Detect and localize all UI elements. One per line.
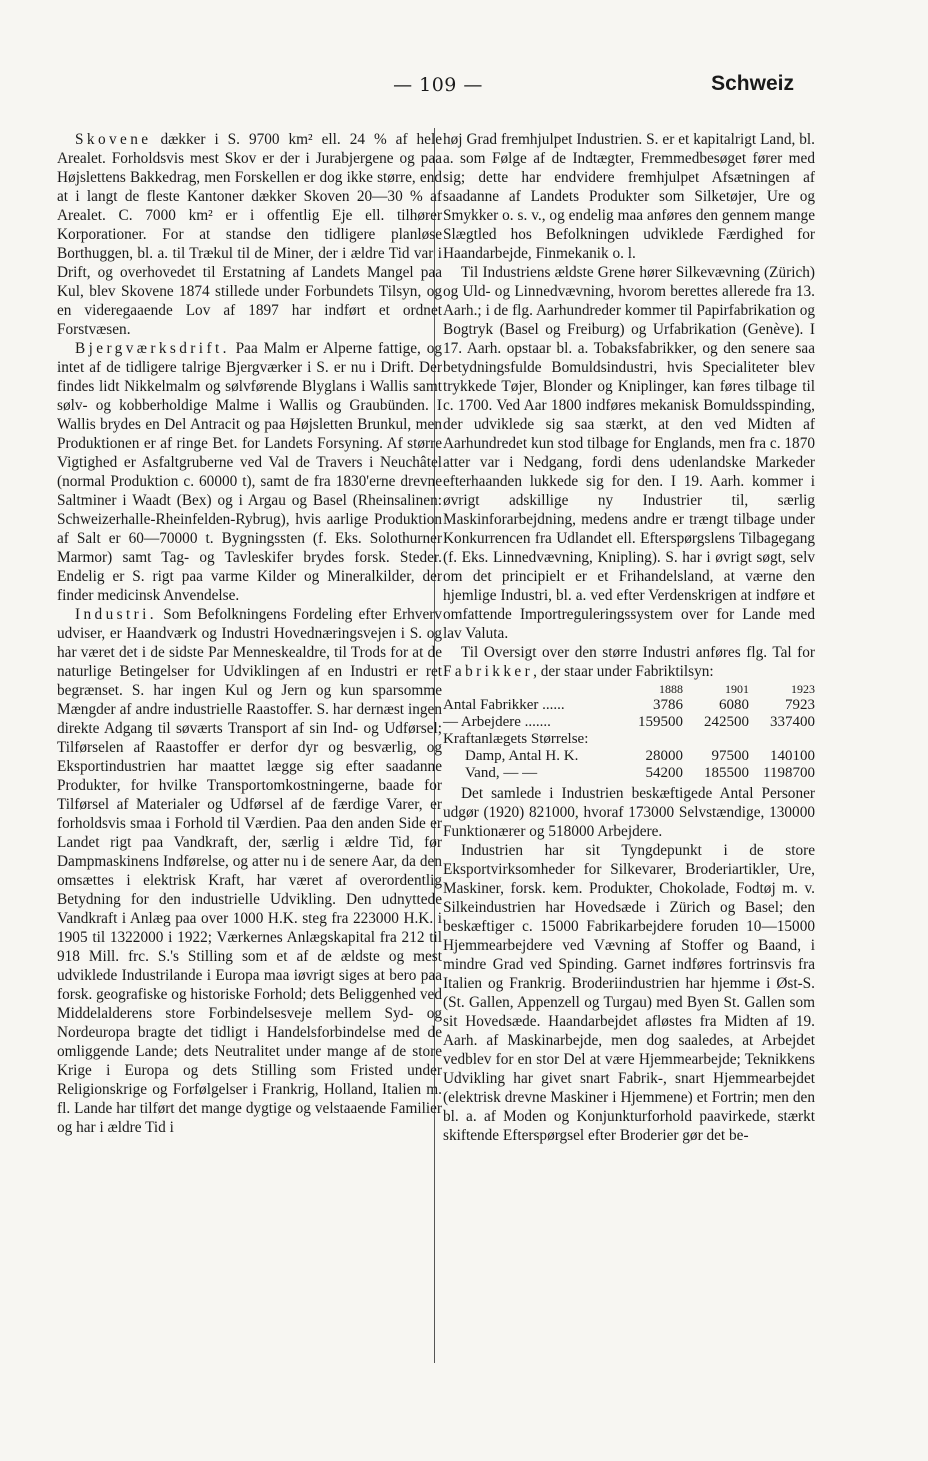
table-row xyxy=(443,748,815,765)
table-cell: 3786 xyxy=(653,697,683,713)
factory-stats-table xyxy=(443,682,815,782)
year-header: 1888 xyxy=(659,682,683,696)
table-cell: 242500 xyxy=(704,714,749,730)
paragraph-history: Til Industriens ældste Grene hører Silkevævning (Zürich) og Uld- og Linnedvævning, hvorom berettes allerede fra 13. Aarh.; i de flg. Aarhundreder kommer til Papirfabrikation og Bogtryk (Basel og Freiburg) og Urfabrikation (Genève). I 17. Aarh. opstaar bl. a. Tobaksfabrikker, og den senere saa betydningsfulde Bomuldsindustri, hvis Specialiteter blev trykkede Tøjer, Blonder og Kniplinger, kan føres tilbage til c. 1700. Ved Aar 1800 indføres mekanisk Bomuldsspinding, der udviklede sig saa stærkt, at den ved Midten af Aarhundredet kun stod tilbage for Englands, men fra c. 1870 atter var i Nedgang, fordi dens udenlandske Markeder efterhaanden lukkede sig for den. I 19. Aarh. kommer i øvrigt adskillige ny Industrier til, særlig Maskinforarbejdning, medens andre er trængt tilbage under Konkurrencen fra Udlandet ell. Efterspørgslens Tilbagegang (f. Eks. Linnedvævning, Knipling). S. har i øvrigt søgt, selv om det principielt er et Frihandelsland, at værne den hjemlige Industri, bl. a. ved efter Verdenskrigen at indføre et omfattende Importreguleringssystem over for Lande med lav Valuta. xyxy=(443,264,815,642)
paragraph-body: Som Befolkningens Fordeling efter Erhverv udviser, er Haandværk og Industri Hovednæringsvejen i S. og har været det i de sidste Par Menneskealdre, til Trods for at de naturlige Betingelser for Udviklingen af en Industri er ret begrænset. S. har ingen Kul og Jern og kun sparsomme Mængder af andre industrielle Raastoffer. S. har dernæst ingen direkte Adgang til søværts Transport af sin Ind- og Udførsel; Tilførselen af Raastoffer er derfor dyr og besværlig, og Eksportindustrien har maattet lægge sig efter saadanne Produkter, for hvilke Transportomkostningerne, baade for Tilførsel af Materialer og Udførsel af de færdige Varer, er forholdsvis smaa i Forhold til Værdien. Paa den anden Side er Landet rigt paa Vandkraft, der, særlig i ældre Tid, før Dampmaskinens Indførelse, og atter nu i de senere Aar, da den omsættes i elektrisk Kraft, har været af overordentlig Betydning for den industrielle Udvikling. Den udnyttede Vandkraft i Anlæg paa over 1000 H.K. steg fra 223000 H.K. i 1905 til 1322000 i 1922; Værkernes Anlægskapital fra 212 til 918 Mill. frc. S.'s Stilling som et af de ældste og mest udviklede Industrilande i Europa maa iøvrigt siges at bero paa forsk. geografiske og historiske Forhold; dets Beliggenhed ved Middelalderens store Forbindelsesveje mellem Syd- og Nordeuropa bragte det tidligt i Handelsforbindelse med de omliggende Lande; dets Neutralitet under mange af de store Krige i Europa og dets Stilling som Fristed under Religionskrige og Forfølgelser i Frankrig, Holland, Italien m. fl. Lande har tilført det mange dygtige og velstaaende Familier og har i ældre Tid i xyxy=(57,606,442,1136)
paragraph-overview xyxy=(443,643,815,681)
paragraph-mining xyxy=(57,339,442,605)
table-cell: 1198700 xyxy=(763,765,815,781)
table-row xyxy=(443,697,815,714)
table-cell: 97500 xyxy=(711,748,749,764)
table-corner xyxy=(443,682,617,697)
left-column xyxy=(57,130,442,1137)
paragraph-body: dækker i S. 9700 km² ell. 24 % af hele Arealet. Forholdsvis mest Skov er der i Jurabjergene og paa Højslettens Bakkedrag, men Forskellen er dog ikke større, end at i langt de fleste Kantoner dækker Skoven 20—30 % af Arealet. C. 7000 km² er i offentlig Eje ell. tilhører Korporationer. For at standse den tidligere planløse Borthuggen, bl. a. til Trækul til de Miner, der i ældre Tid var i Drift, og overhovedet til Erstatning af Landets Mangel paa Kul, blev Skovene 1874 stillede under Forbundets Tilsyn, og en videregaaende Lov af 1897 har indført et ordnet Forstvæsen. xyxy=(57,131,442,338)
table-cell: 140100 xyxy=(770,748,815,764)
paragraph-body: Til Oversigt over den større Industri anføres flg. Tal for xyxy=(461,644,815,661)
paragraph-body: Paa Malm er Alperne fattige, og intet af de tidligere talrige Bjergværker i S. er nu i Drift. Der findes lidt Nikkelmalm og sølvførende Blyglans i Wallis samt sølv- og kobberholdige Malme i Wallis og Graubünden. I Wallis brydes en Del Antracit og paa Højsletten Brunkul, men Produktionen er af ringe Bet. for Landets Forsyning. Af større Vigtighed er Asfaltgruberne ved Val de Travers i Neuchâtel (normal Produktion c. 60000 t), samt de fra 1830'erne drevne Saltminer i Waadt (Bex) og i Argau og Basel (Rheinsalinen: Schweizerhalle-Rheinfelden-Rybrug), hvis aarlige Produktion af Salt er 60—70000 t. Bygningssten (f. Eks. Solothurner Marmor) samt Tag- og Tavleskifer brydes forsk. Steder. Endelig er S. rigt paa varme Kilder og Mineralkilder, der finder medicinsk Anvendelse. xyxy=(57,340,442,604)
year-header: 1923 xyxy=(791,682,815,696)
row-label: — Arbejdere ....... xyxy=(443,714,551,730)
paragraph-employment: Det samlede i Industrien beskæftigede Antal Personer udgør (1920) 821000, hvoraf 173000 Selvstændige, 130000 Funktionærer og 518000 Arbejdere. xyxy=(443,785,815,840)
table-cell: 6080 xyxy=(719,697,749,713)
table-cell: 28000 xyxy=(645,748,683,764)
table-header-row xyxy=(443,682,815,697)
table-row xyxy=(443,714,815,731)
running-title: Schweiz xyxy=(711,72,794,95)
row-label: Vand, — — xyxy=(465,765,538,781)
right-column xyxy=(443,130,815,1145)
table-cell: 54200 xyxy=(645,765,683,781)
section-lead-industry: Industri. xyxy=(75,606,158,623)
paragraph-continued: høj Grad fremhjulpet Industrien. S. er et kapitalrigt Land, bl. a. som Følge af de Indtægter, Fremmedbesøget fører med sig; dette har endvidere fremhjulpet Afsætningen af saadanne af Landets Produkter som Silketøjer, Ure og Smykker o. s. v., og endelig maa anføres den gennem mange Slægtled hos Befolkningen udviklede Færdighed for Haandarbejde, Finmekanik o. l. xyxy=(443,131,815,262)
spaced-word: Fabrikker xyxy=(443,663,534,680)
section-lead-mining: Bjergværksdrift. xyxy=(75,340,230,357)
table-cell: 159500 xyxy=(638,714,683,730)
section-lead-forests: Skovene xyxy=(75,131,152,148)
table-cell: 185500 xyxy=(704,765,749,781)
paragraph-industry xyxy=(57,605,442,1137)
table-row xyxy=(443,765,815,782)
table-subheading: Kraftanlægets Størrelse: xyxy=(443,731,589,747)
row-label: Damp, Antal H. K. xyxy=(465,748,579,764)
paragraph-export: Industrien har sit Tyngdepunkt i de store Eksportvirksomheder for Silkevarer, Broderiartikler, Ure, Maskiner, forsk. kem. Produkter, Chokolade, Fodtøj m. v. Silkeindustrien har Hovedsæde i Zürich og Basel; den beskæftiger c. 15000 Fabrikarbejdere foruden 10—15000 Hjemmearbejdere ved Vævning af Stoffer og Baand, i mindre Grad ved Spinding. Garnet indføres fortrinsvis fra Italien og Frankrig. Broderiindustrien har hjemme i Øst-S. (St. Gallen, Appenzell og Turgau) med Byen St. Gallen som sit Hovedsæde. Haandarbejdet afløstes fra Midten af 19. Aarh. af Maskinarbejde, men dog saaledes, at Arbejdet vedblev for en stor Del at være Hjemmearbejde; Teknikkens Udvikling har givet snart Fabrik-, snart Hjemmearbejdet (elektrisk drevne Maskiner i Hjemmene) et Fortrin; men den bl. a. af Moden og Konjunkturforhold paavirkede, stærkt skiftende Efterspørgsel efter Broderier gør det be- xyxy=(443,842,815,1144)
table-cell: 337400 xyxy=(770,714,815,730)
paragraph-body: , der staar under Fabriktilsyn: xyxy=(533,663,714,680)
page-number: — 109 — xyxy=(393,74,483,96)
table-subheading-row xyxy=(443,731,815,748)
table-cell: 7923 xyxy=(785,697,815,713)
row-label: Antal Fabrikker ...... xyxy=(443,697,565,713)
paragraph-forests xyxy=(57,130,442,339)
year-header: 1901 xyxy=(725,682,749,696)
